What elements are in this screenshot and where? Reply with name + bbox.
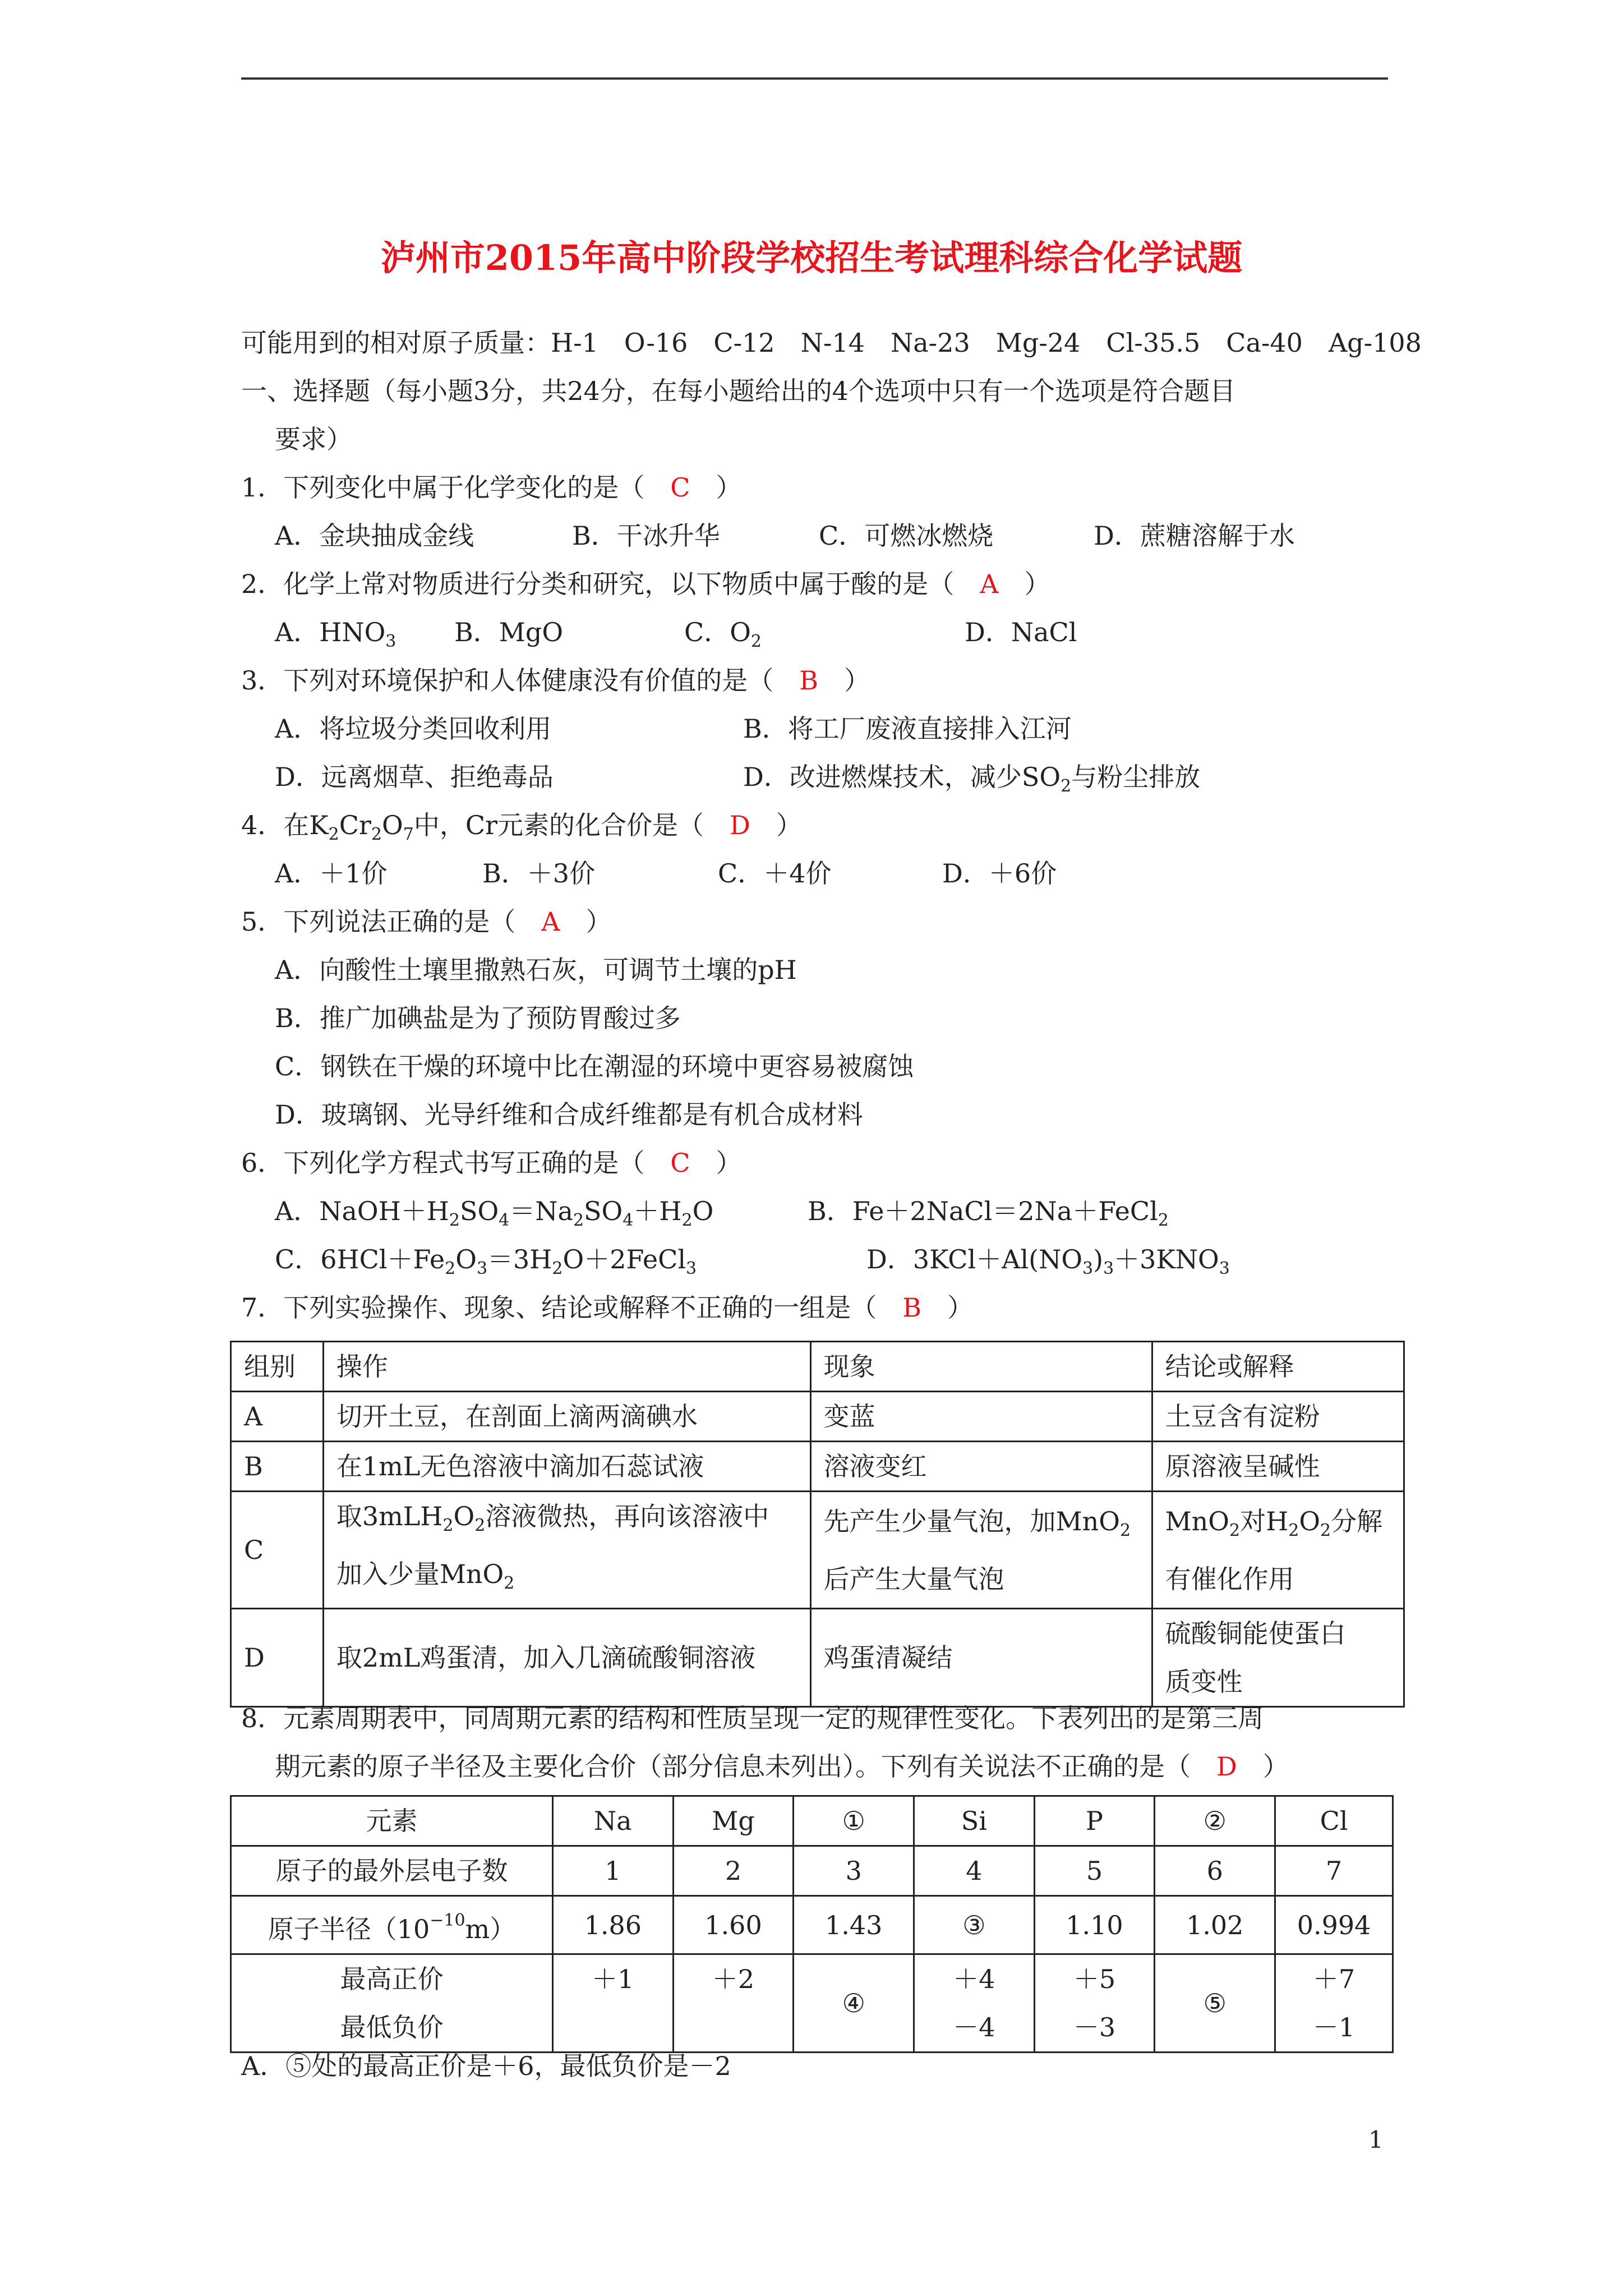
q6-option-b: B．Fe＋2NaCl＝2Na＋FeCl$_2$ <box>808 1196 1169 1230</box>
table-cell: ＋2 <box>673 1954 794 2053</box>
table-cell: 先产生少量气泡，加MnO$_2$ 后产生大量气泡 <box>810 1492 1152 1609</box>
table-cell: 7 <box>1275 1846 1393 1896</box>
q3-option-d: D．改进燃煤技术，减少$SO_2$与粉尘排放 <box>743 762 1201 796</box>
table-cell: 硫酸铜能使蛋白 质变性 <box>1152 1609 1404 1707</box>
q8-table <box>230 1795 1394 2053</box>
q3-option-c: D．远离烟草、拒绝毒品 <box>275 762 554 792</box>
table-cell: ＋4 －4 <box>914 1954 1035 2053</box>
question-6: 6．下列化学方程式书写正确的是（ C ） <box>241 1148 742 1178</box>
table-cell: ＋1 <box>552 1954 673 2053</box>
answer-1: C <box>670 472 690 503</box>
table-row <box>231 1492 1404 1609</box>
question-1: 1．下列变化中属于化学变化的是（ C ） <box>241 472 742 503</box>
question-3: 3．下列对环境保护和人体健康没有价值的是（ B ） <box>241 665 870 696</box>
table-header: P <box>1034 1796 1155 1846</box>
table-cell: 溶液变红 <box>810 1442 1152 1492</box>
q2-option-a: A．$HNO_3$ <box>275 617 396 651</box>
q6-option-a: A．$NaOH+H_2SO_4=Na_2SO_4+H_2O$ <box>275 1196 714 1230</box>
table-cell: 1.86 <box>552 1896 673 1954</box>
table-cell: 1 <box>552 1846 673 1896</box>
table-header: 现象 <box>810 1342 1152 1392</box>
table-cell: 原子半径$(10^{-10}m)$ <box>231 1896 553 1954</box>
table-cell: 切开土豆，在剖面上滴两滴碘水 <box>323 1392 810 1442</box>
table-row <box>231 1442 1404 1492</box>
table-cell: ③ <box>914 1896 1035 1954</box>
table-cell: 6 <box>1155 1846 1275 1896</box>
q5-option-a: A．向酸性土壤里撒熟石灰，可调节土壤的pH <box>275 955 797 985</box>
q2-option-d: D．NaCl <box>965 617 1077 647</box>
table-cell: ＋5 －3 <box>1034 1954 1155 2053</box>
table-row <box>231 1846 1393 1896</box>
table-cell: 原溶液呈碱性 <box>1152 1442 1404 1492</box>
table-header: 组别 <box>231 1342 324 1392</box>
atomic-masses: 可能用到的相对原子质量：H-1 O-16 C-12 N-14 Na-23 Mg-24 Cl-35.5 Ca-40 Ag-108 <box>241 328 1422 358</box>
answer-2: A <box>980 569 999 599</box>
table-header: 操作 <box>323 1342 810 1392</box>
table-header-row <box>231 1796 1393 1846</box>
table-header: 结论或解释 <box>1152 1342 1404 1392</box>
q4-option-c: C．＋4价 <box>718 858 832 889</box>
table-cell: 最高正价 最低负价 <box>231 1954 553 2053</box>
q1-option-d: D．蔗糖溶解于水 <box>1094 521 1295 551</box>
table-cell: ＋7 －1 <box>1275 1954 1393 2053</box>
table-header: ② <box>1155 1796 1275 1846</box>
table-row <box>231 1392 1404 1442</box>
question-2: 2．化学上常对物质进行分类和研究，以下物质中属于酸的是（ A ） <box>241 569 1050 599</box>
table-row <box>231 1609 1404 1707</box>
q6-option-d: D．$3KCl+Al(NO_3)_3+3KNO_3$ <box>866 1244 1230 1278</box>
table-header: Na <box>552 1796 673 1846</box>
q4-option-a: A．＋1价 <box>275 858 388 889</box>
answer-8: D <box>1216 1751 1237 1782</box>
section-heading-cont: 要求） <box>275 424 352 454</box>
page-number: 1 <box>1368 2126 1384 2154</box>
table-cell: B <box>231 1442 324 1492</box>
table-cell: 原子的最外层电子数 <box>231 1846 553 1896</box>
q4-option-b: B．＋3价 <box>482 858 596 889</box>
table-cell: A <box>231 1392 324 1442</box>
table-cell: D <box>231 1609 324 1707</box>
q4-option-d: D．＋6价 <box>942 858 1057 889</box>
q3-option-a: A．将垃圾分类回收利用 <box>275 714 552 744</box>
table-cell: ④ <box>794 1954 914 2053</box>
table-cell: 4 <box>914 1846 1035 1896</box>
q2-option-c: C．$O_2$ <box>684 617 762 651</box>
q1-option-a: A．金块抽成金线 <box>275 521 474 551</box>
q7-table <box>230 1341 1405 1708</box>
table-cell: 2 <box>673 1846 794 1896</box>
question-7: 7．下列实验操作、现象、结论或解释不正确的一组是（ B ） <box>241 1292 974 1323</box>
table-cell: ⑤ <box>1155 1954 1275 2053</box>
question-4: 4．在$K_2Cr_2O_7$中，Cr元素的化合价是（ D ） <box>241 810 802 844</box>
table-cell: MnO$_2$对$H_2O_2$分解 有催化作用 <box>1152 1492 1404 1609</box>
page-title: 泸州市2015年高中阶段学校招生考试理科综合化学试题 <box>380 237 1243 278</box>
question-8-cont: 期元素的原子半径及主要化合价（部分信息未列出）。下列有关说法不正确的是（ D ） <box>275 1751 1289 1782</box>
table-cell: 5 <box>1034 1846 1155 1896</box>
table-cell: C <box>231 1492 324 1609</box>
table-header: 元素 <box>231 1796 553 1846</box>
question-5: 5．下列说法正确的是（ A ） <box>241 907 612 937</box>
table-cell: 变蓝 <box>810 1392 1152 1442</box>
table-cell: 1.43 <box>794 1896 914 1954</box>
table-row <box>231 1896 1393 1954</box>
table-cell: 1.10 <box>1034 1896 1155 1954</box>
table-cell: 0.994 <box>1275 1896 1393 1954</box>
table-header-row <box>231 1342 1404 1392</box>
q5-option-c: C．钢铁在干燥的环境中比在潮湿的环境中更容易被腐蚀 <box>275 1051 914 1082</box>
section-heading: 一、选择题（每小题3分，共24分，在每小题给出的4个选项中只有一个选项是符合题目 <box>241 376 1236 406</box>
table-cell: 在1mL无色溶液中滴加石蕊试液 <box>323 1442 810 1492</box>
table-cell: 1.60 <box>673 1896 794 1954</box>
table-row <box>231 1954 1393 2053</box>
table-cell: 取$3mLH_2O_2$溶液微热，再向该溶液中 加入少量MnO$_2$ <box>323 1492 810 1609</box>
table-cell: 鸡蛋清凝结 <box>810 1609 1152 1707</box>
table-cell: 土豆含有淀粉 <box>1152 1392 1404 1442</box>
answer-4: D <box>730 810 750 840</box>
q6-option-c: C．$6HCl+Fe_2O_3=3H_2O+2FeCl_3$ <box>275 1244 697 1278</box>
answer-3: B <box>799 665 819 696</box>
table-cell: 1.02 <box>1155 1896 1275 1954</box>
q2-option-b: B．MgO <box>454 617 564 647</box>
answer-5: A <box>541 907 560 937</box>
table-header: ① <box>794 1796 914 1846</box>
table-cell: 3 <box>794 1846 914 1896</box>
header-rule <box>241 77 1388 80</box>
answer-7: B <box>902 1292 922 1323</box>
table-cell: 取2mL鸡蛋清，加入几滴硫酸铜溶液 <box>323 1609 810 1707</box>
table-header: Mg <box>673 1796 794 1846</box>
q3-option-b: B．将工厂废液直接排入江河 <box>743 714 1072 744</box>
question-8: 8．元素周期表中，同周期元素的结构和性质呈现一定的规律性变化。下表列出的是第三周 <box>241 1703 1264 1733</box>
answer-6: C <box>670 1148 690 1178</box>
q8-option-a: A．⑤处的最高正价是＋6，最低负价是－2 <box>241 2051 731 2081</box>
table-header: Si <box>914 1796 1035 1846</box>
q5-option-d: D．玻璃钢、光导纤维和合成纤维都是有机合成材料 <box>275 1099 863 1130</box>
q1-option-b: B．干冰升华 <box>572 521 720 551</box>
q1-option-c: C．可燃冰燃烧 <box>819 521 994 551</box>
q5-option-b: B．推广加碘盐是为了预防胃酸过多 <box>275 1003 681 1033</box>
table-header: Cl <box>1275 1796 1393 1846</box>
